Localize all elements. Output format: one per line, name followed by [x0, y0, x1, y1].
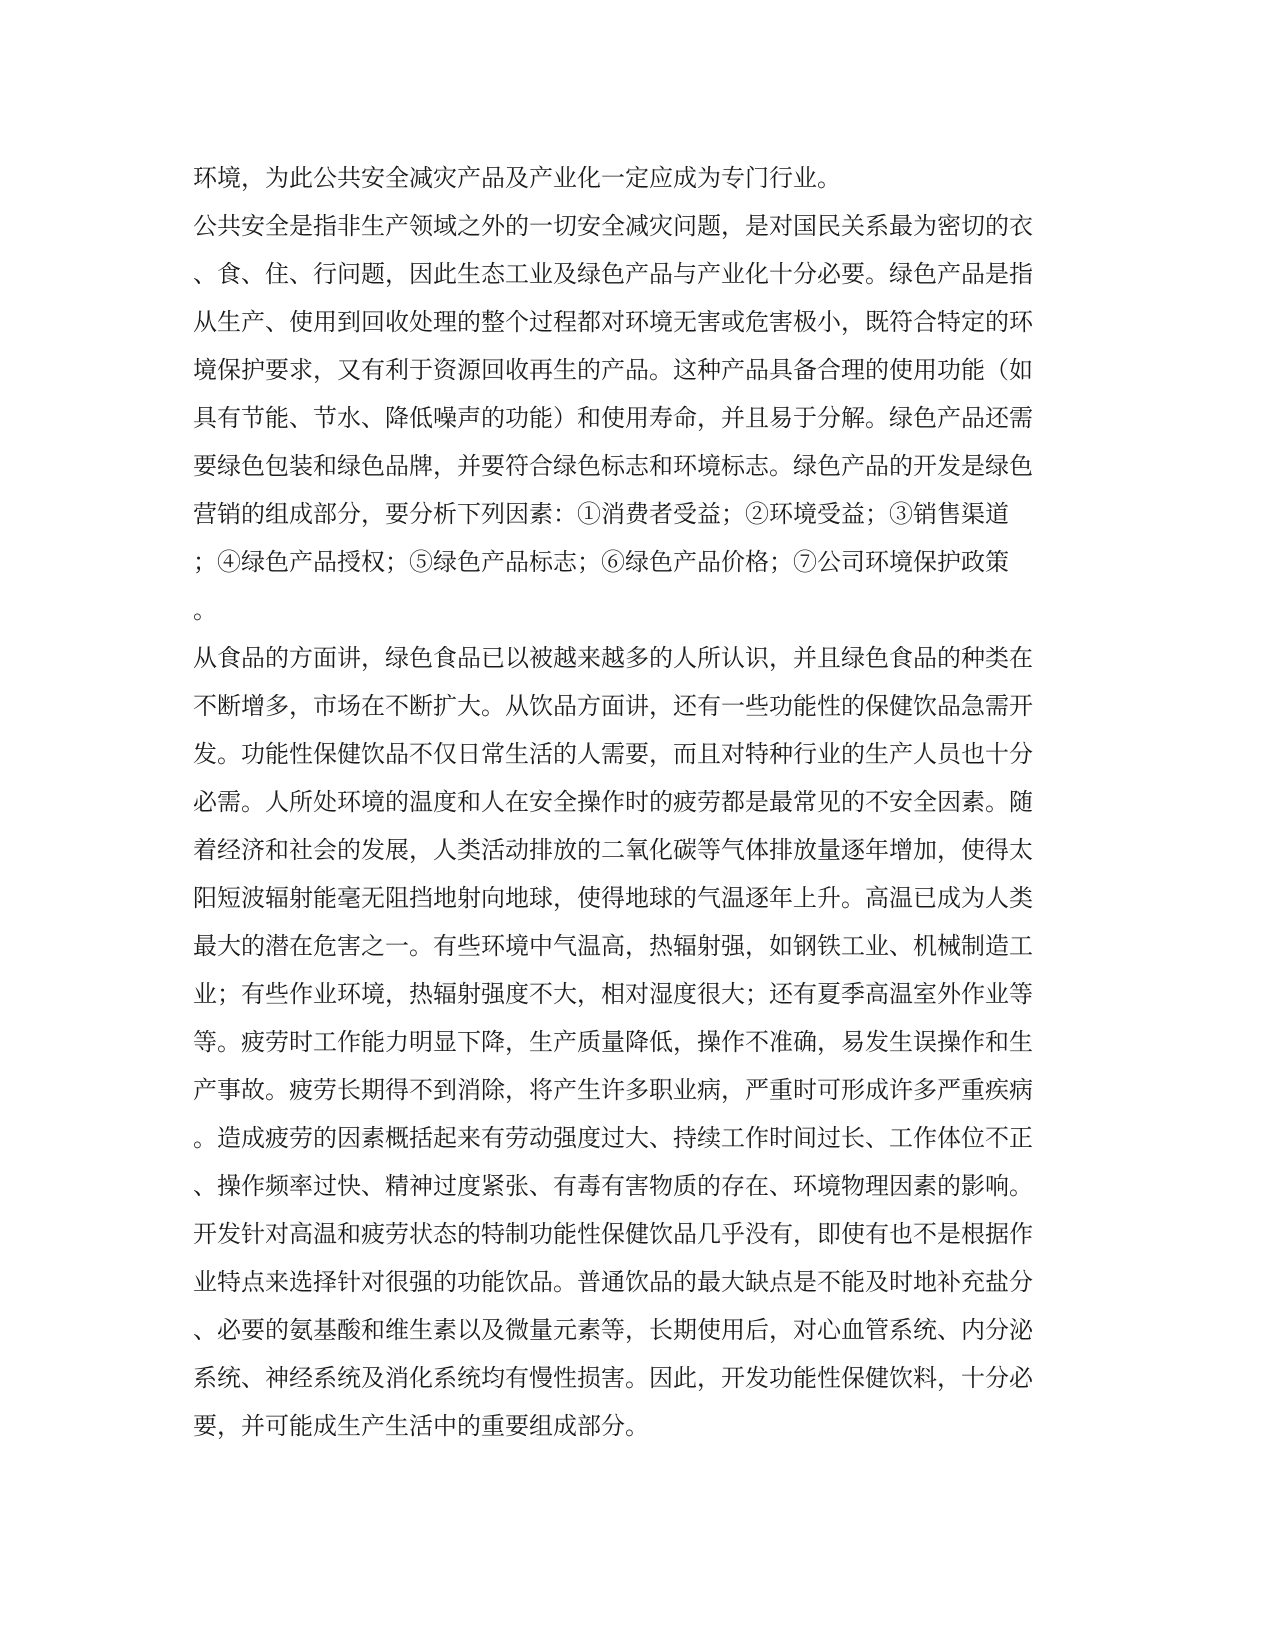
text-line: 业特点来选择针对很强的功能饮品。普通饮品的最大缺点是不能及时地补充盐分 — [193, 1268, 1033, 1296]
document-body — [193, 154, 1063, 1450]
text-line: 从食品的方面讲，绿色食品已以被越来越多的人所认识，并且绿色食品的种类在 — [193, 644, 1033, 672]
text-line: 系统、神经系统及消化系统均有慢性损害。因此，开发功能性保健饮料，十分必 — [193, 1364, 1033, 1392]
text-line: 营销的组成部分，要分析下列因素：①消费者受益；②环境受益；③销售渠道 — [193, 500, 1009, 528]
text-line: 着经济和社会的发展，人类活动排放的二氧化碳等气体排放量逐年增加，使得太 — [193, 836, 1033, 864]
text-line: 具有节能、节水、降低噪声的功能）和使用寿命，并且易于分解。绿色产品还需 — [193, 404, 1033, 432]
text-line: 必需。人所处环境的温度和人在安全操作时的疲劳都是最常见的不安全因素。随 — [193, 788, 1033, 816]
text-line: 产事故。疲劳长期得不到消除，将产生许多职业病，严重时可形成许多严重疾病 — [193, 1076, 1033, 1104]
text-line: 阳短波辐射能毫无阻挡地射向地球，使得地球的气温逐年上升。高温已成为人类 — [193, 884, 1033, 912]
text-line: 等。疲劳时工作能力明显下降，生产质量降低，操作不准确，易发生误操作和生 — [193, 1028, 1033, 1056]
text-line: 业；有些作业环境，热辐射强度不大，相对湿度很大；还有夏季高温室外作业等 — [193, 980, 1033, 1008]
text-line: 要绿色包装和绿色品牌，并要符合绿色标志和环境标志。绿色产品的开发是绿色 — [193, 452, 1033, 480]
text-line: 发。功能性保健饮品不仅日常生活的人需要，而且对特种行业的生产人员也十分 — [193, 740, 1033, 768]
text-line: 环境，为此公共安全减灾产品及产业化一定应成为专门行业。 — [193, 164, 841, 192]
text-line: 开发针对高温和疲劳状态的特制功能性保健饮品几乎没有，即使有也不是根据作 — [193, 1220, 1033, 1248]
text-line: 境保护要求，又有利于资源回收再生的产品。这种产品具备合理的使用功能（如 — [193, 356, 1033, 384]
text-line: 公共安全是指非生产领域之外的一切安全减灾问题，是对国民关系最为密切的衣 — [193, 212, 1033, 240]
text-line: 、必要的氨基酸和维生素以及微量元素等，长期使用后，对心血管系统、内分泌 — [193, 1316, 1033, 1344]
text-line: 、操作频率过快、精神过度紧张、有毒有害物质的存在、环境物理因素的影响。 — [193, 1172, 1033, 1200]
text-line: 、食、住、行问题，因此生态工业及绿色产品与产业化十分必要。绿色产品是指 — [193, 260, 1033, 288]
text-line: ；④绿色产品授权；⑤绿色产品标志；⑥绿色产品价格；⑦公司环境保护政策 — [193, 548, 1009, 576]
text-line: 最大的潜在危害之一。有些环境中气温高，热辐射强，如钢铁工业、机械制造工 — [193, 932, 1033, 960]
text-line: 。 — [193, 596, 217, 624]
text-line: 要，并可能成生产生活中的重要组成部分。 — [193, 1412, 649, 1440]
text-line: 从生产、使用到回收处理的整个过程都对环境无害或危害极小，既符合特定的环 — [193, 308, 1033, 336]
text-line: 不断增多，市场在不断扩大。从饮品方面讲，还有一些功能性的保健饮品急需开 — [193, 692, 1033, 720]
text-line: 。造成疲劳的因素概括起来有劳动强度过大、持续工作时间过长、工作体位不正 — [193, 1124, 1033, 1152]
